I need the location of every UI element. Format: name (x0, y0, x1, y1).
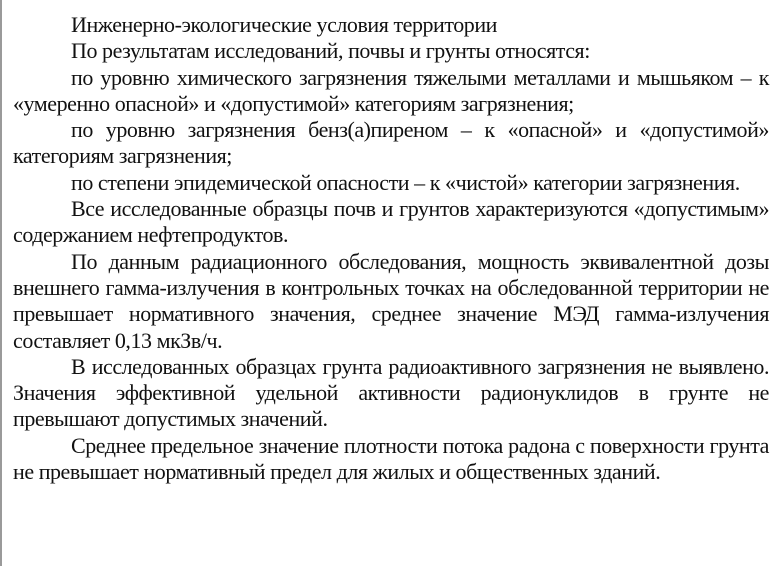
petroleum-paragraph: Все исследованные образцы почв и грунтов характеризуются «допустимым» содержанием нефтепродуктов. (13, 196, 769, 248)
page-left-border (0, 0, 2, 566)
radiation-paragraph: По данным радиационного обследования, мощность эквивалентной дозы внешнего гамма-излучения в контрольных точках на обследованной территории не превышает нормативного значения, среднее значение МЭД гамма-излучения составляет 0,13 мкЗв/ч. (13, 248, 769, 353)
intro-paragraph: По результатам исследований, почвы и грунты относятся: (71, 38, 590, 64)
document-body (13, 12, 769, 485)
section-heading: Инженерно-экологические условия территории (71, 12, 497, 37)
epidemic-paragraph: по степени эпидемической опасности – к «чистой» категории загрязнения. (71, 169, 740, 195)
benzapyrene-paragraph: по уровню загрязнения бенз(а)пиреном – к «опасной» и «допустимой» категориям загрязнения; (13, 117, 769, 169)
radioactive-contamination-paragraph: В исследованных образцах грунта радиоактивного загрязнения не выявлено. Значения эффективной удельной активности радионуклидов в грунте не превышают допустимых значений. (13, 353, 769, 432)
radon-paragraph: Среднее предельное значение плотности потока радона с поверхности грунта не превышает нормативный предел для жилых и общественных зданий. (13, 432, 769, 485)
heavy-metals-paragraph: по уровню химического загрязнения тяжелыми металлами и мышьяком – к «умеренно опасной» и «допустимой» категориям загрязнения; (13, 64, 769, 116)
